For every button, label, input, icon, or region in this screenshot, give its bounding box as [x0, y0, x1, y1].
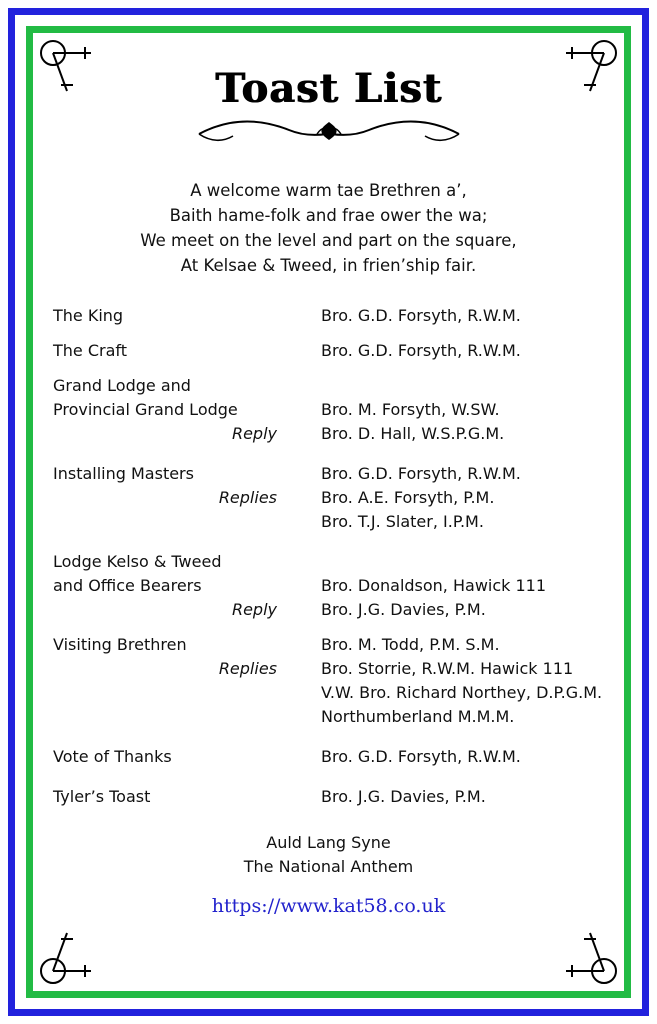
closing-line: The National Anthem [243, 857, 414, 876]
toast-responder: Bro. A.E. Forsyth, P.M. [321, 488, 495, 507]
toast-responder: Bro. J.G. Davies, P.M. [321, 787, 486, 806]
table-row [33, 681, 624, 705]
toast-name [33, 510, 321, 534]
toast-reply-label [33, 486, 321, 510]
table-row [33, 745, 624, 769]
table-row [33, 550, 624, 574]
table-row [33, 574, 624, 598]
toast-responder: Bro. Donaldson, Hawick 111 [321, 576, 547, 595]
table-row [33, 705, 624, 729]
closing-items [33, 831, 624, 879]
document-content [33, 33, 624, 991]
table-row [33, 339, 624, 363]
verse-line: Baith hame-folk and frae ower the wa; [169, 206, 488, 225]
toast-name: The Craft [53, 341, 128, 360]
toast-name [33, 705, 321, 729]
toast-responder: Bro. T.J. Slater, I.P.M. [321, 512, 484, 531]
square-compasses-icon [552, 919, 618, 985]
table-row [33, 598, 624, 622]
closing-line: Auld Lang Syne [266, 833, 391, 852]
toast-name: Installing Masters [53, 464, 194, 483]
toast-responder: Bro. G.D. Forsyth, R.W.M. [321, 464, 521, 483]
toast-responder: Bro. G.D. Forsyth, R.W.M. [321, 747, 521, 766]
table-row [33, 422, 624, 446]
row-spacer [33, 534, 624, 545]
toast-responder: V.W. Bro. Richard Northey, D.P.G.M. [321, 683, 603, 702]
square-compasses-icon [39, 919, 105, 985]
table-row [33, 510, 624, 534]
row-spacer [33, 729, 624, 740]
toast-name: and Office Bearers [53, 576, 202, 595]
row-spacer [33, 446, 624, 457]
square-compasses-icon [552, 39, 618, 105]
verse-line: A welcome warm tae Brethren a’, [190, 181, 467, 200]
table-row [33, 633, 624, 657]
table-row [33, 785, 624, 809]
verse-line: We meet on the level and part on the square, [140, 231, 517, 250]
reply-text: Replies [218, 659, 277, 678]
ornamental-divider-icon [33, 114, 624, 148]
row-spacer [33, 363, 624, 374]
toast-responder: Bro. Storrie, R.W.M. Hawick 111 [321, 659, 574, 678]
reply-text: Reply [231, 600, 277, 619]
table-row [33, 486, 624, 510]
row-spacer [33, 769, 624, 780]
table-row [33, 462, 624, 486]
table-row [33, 374, 624, 398]
toast-name: Tyler’s Toast [53, 787, 151, 806]
toast-responder: Bro. J.G. Davies, P.M. [321, 600, 486, 619]
toast-list-table [33, 304, 624, 809]
verse-line: At Kelsae & Tweed, in frien’ship fair. [180, 256, 477, 275]
website-url-link[interactable]: https://www.kat58.co.uk [211, 895, 446, 917]
toast-reply-label [33, 598, 321, 622]
table-row [33, 398, 624, 422]
toast-responder: Bro. M. Todd, P.M. S.M. [321, 635, 500, 654]
page-title: Toast List [214, 65, 442, 112]
welcome-verse [33, 178, 624, 278]
toast-responder [321, 550, 624, 574]
toast-name [33, 681, 321, 705]
toast-responder [321, 374, 624, 398]
toast-name: Vote of Thanks [53, 747, 172, 766]
table-row [33, 304, 624, 328]
reply-text: Reply [231, 424, 277, 443]
toast-name: The King [53, 306, 124, 325]
toast-name: Lodge Kelso & Tweed [53, 552, 222, 571]
toast-responder: Northumberland M.M.M. [321, 707, 515, 726]
toast-name: Grand Lodge and [53, 376, 191, 395]
toast-responder: Bro. D. Hall, W.S.P.G.M. [321, 424, 505, 443]
reply-text: Replies [218, 488, 277, 507]
square-compasses-icon [39, 39, 105, 105]
table-row [33, 657, 624, 681]
toast-responder: Bro. G.D. Forsyth, R.W.M. [321, 341, 521, 360]
toast-responder: Bro. G.D. Forsyth, R.W.M. [321, 306, 521, 325]
row-spacer [33, 622, 624, 633]
toast-responder: Bro. M. Forsyth, W.SW. [321, 400, 500, 419]
toast-reply-label [33, 657, 321, 681]
row-spacer [33, 328, 624, 339]
toast-reply-label [33, 422, 321, 446]
toast-name: Provincial Grand Lodge [53, 400, 238, 419]
toast-name: Visiting Brethren [53, 635, 187, 654]
